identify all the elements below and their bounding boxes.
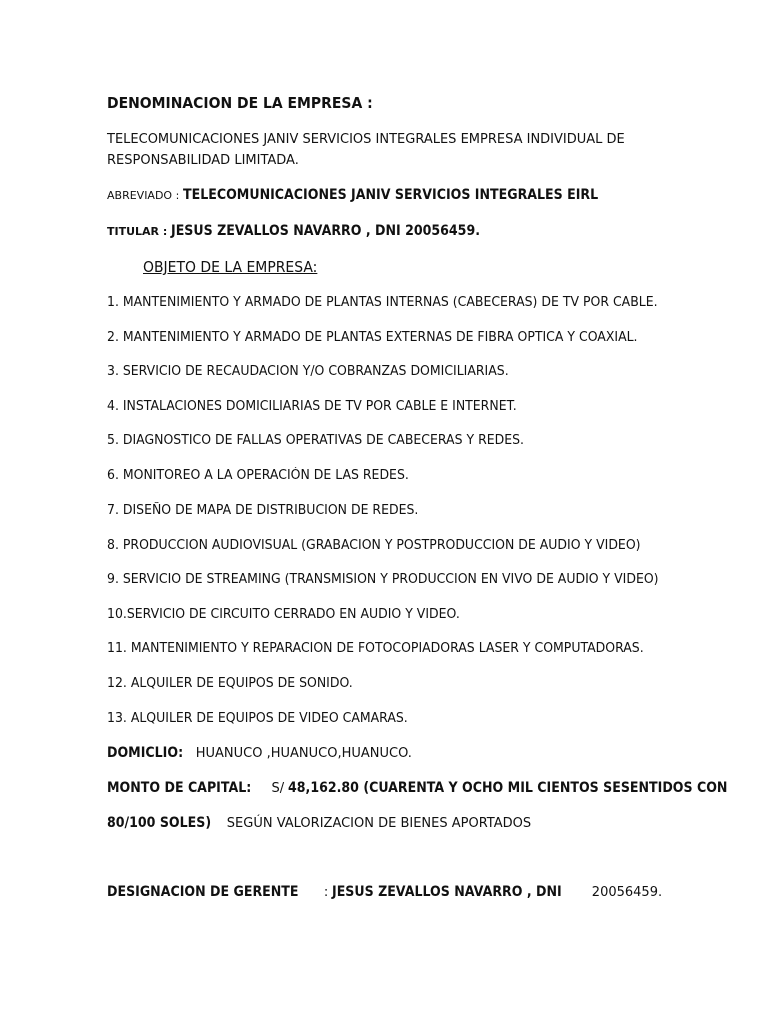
manager-dni: 20056459. (587, 885, 663, 900)
object-item-3: 3. SERVICIO DE RECAUDACION Y/O COBRANZAS DOMICILIARIAS. (107, 364, 509, 379)
capital-note: SEGÚN VALORIZACION DE BIENES APORTADOS (222, 816, 532, 831)
abbreviation-value: TELECOMUNICACIONES JANIV SERVICIOS INTEGRALES EIRL (182, 187, 598, 203)
object-item-10: 10.SERVICIO DE CIRCUITO CERRADO EN AUDIO Y VIDEO. (107, 607, 460, 622)
domicile-line (107, 745, 412, 762)
company-name-line-1: TELECOMUNICACIONES JANIV SERVICIOS INTEGRALES EMPRESA INDIVIDUAL DE (107, 132, 625, 147)
object-item-5: 5. DIAGNOSTICO DE FALLAS OPERATIVAS DE CABECERAS Y REDES. (107, 433, 525, 448)
capital-amount-cont: 80/100 SOLES) (107, 815, 212, 831)
object-item-1: 1. MANTENIMIENTO Y ARMADO DE PLANTAS INTERNAS (CABECERAS) DE TV POR CABLE. (107, 295, 658, 310)
manager-separator: : (319, 885, 333, 900)
company-name-line-2: RESPONSABILIDAD LIMITADA. (107, 153, 299, 168)
object-item-9: 9. SERVICIO DE STREAMING (TRANSMISION Y PRODUCCION EN VIVO DE AUDIO Y VIDEO) (107, 572, 659, 587)
abbreviation-line (107, 187, 644, 204)
manager-label: DESIGNACION DE GERENTE (107, 884, 299, 900)
abbreviation-label: ABREVIADO : (107, 189, 183, 202)
manager-line (107, 884, 662, 901)
object-item-12: 12. ALQUILER DE EQUIPOS DE SONIDO. (107, 676, 353, 691)
company-name-heading: DENOMINACION DE LA EMPRESA : (107, 94, 373, 112)
domicile-label: DOMICLIO: (107, 745, 184, 761)
object-item-7: 7. DISEÑO DE MAPA DE DISTRIBUCION DE REDES. (107, 503, 419, 518)
capital-label: MONTO DE CAPITAL: (107, 780, 252, 796)
object-item-13: 13. ALQUILER DE EQUIPOS DE VIDEO CAMARAS. (107, 711, 408, 726)
domicile-value: HUANUCO ,HUANUCO,HUANUCO. (191, 746, 412, 761)
capital-line-cont (107, 815, 531, 832)
titular-label: TITULAR : (107, 225, 172, 238)
object-item-4: 4. INSTALACIONES DOMICILIARIAS DE TV POR CABLE E INTERNET. (107, 399, 517, 414)
object-item-11: 11. MANTENIMIENTO Y REPARACION DE FOTOCOPIADORAS LASER Y COMPUTADORAS. (107, 641, 644, 656)
titular-value: JESUS ZEVALLOS NAVARRO , DNI 20056459. (171, 223, 481, 239)
titular-line (107, 223, 514, 240)
capital-line (107, 780, 768, 797)
object-heading: OBJETO DE LA EMPRESA: (143, 258, 318, 276)
capital-amount: 48,162.80 (CUARENTA Y OCHO MIL CIENTOS SESENTIDOS CON (288, 780, 728, 796)
object-item-8: 8. PRODUCCION AUDIOVISUAL (GRABACION Y POSTPRODUCCION DE AUDIO Y VIDEO) (107, 538, 641, 553)
object-item-6: 6. MONITOREO A LA OPERACIÓN DE LAS REDES. (107, 468, 409, 483)
manager-name: JESUS ZEVALLOS NAVARRO , DNI (332, 884, 563, 900)
object-item-2: 2. MANTENIMIENTO Y ARMADO DE PLANTAS EXTERNAS DE FIBRA OPTICA Y COAXIAL. (107, 330, 638, 345)
capital-currency: S/ (267, 781, 289, 796)
